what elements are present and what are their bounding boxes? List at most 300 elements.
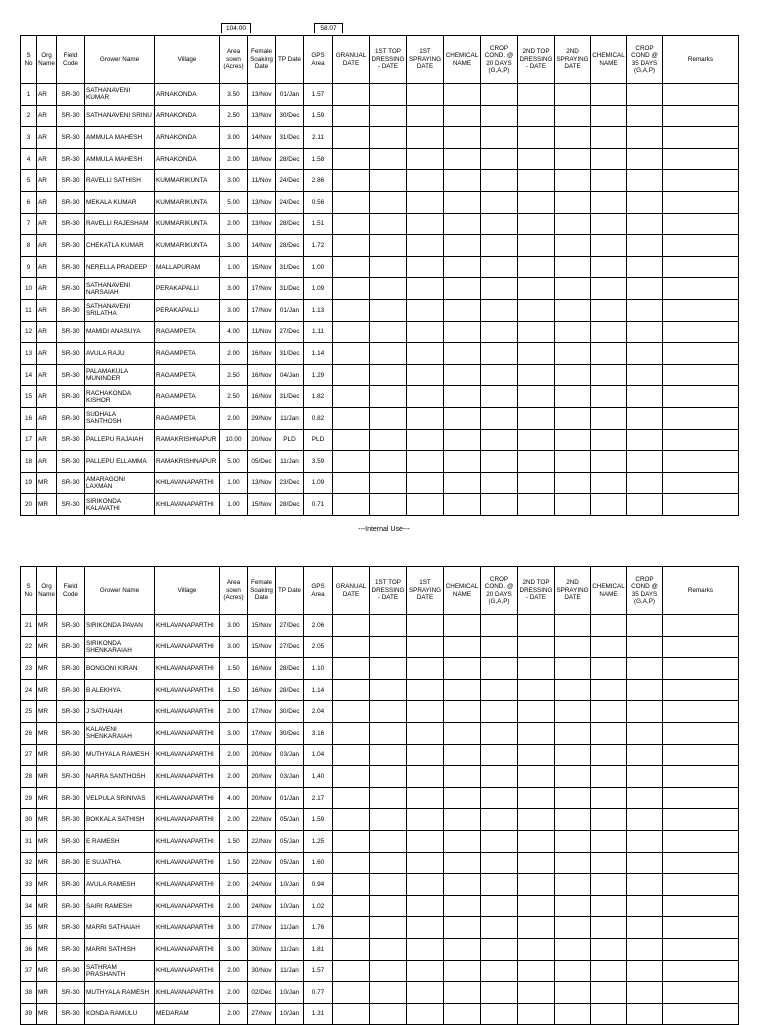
- cell-remarks: [663, 636, 739, 658]
- cell-org-name: AR: [37, 235, 57, 257]
- cell-chemical-name-1: [444, 213, 481, 235]
- cell-area-sown: 3.00: [220, 636, 248, 658]
- cell-tp-date: 10/Jan: [276, 895, 304, 917]
- cell-top-dressing-2: [518, 472, 555, 494]
- cell-top-dressing-2: [518, 407, 555, 429]
- table-row: [21, 278, 739, 300]
- cell-gps-area: 1.57: [304, 960, 333, 982]
- cell-crop-cond-35: [627, 787, 663, 809]
- cell-crop-cond-20: [481, 321, 518, 343]
- cell-s-no: 38: [21, 982, 37, 1004]
- cell-village: ARNAKONDA: [155, 84, 220, 106]
- cell-org-name: AR: [37, 386, 57, 408]
- cell-village: RAGAMPETA: [155, 386, 220, 408]
- cell-s-no: 9: [21, 256, 37, 278]
- cell-tp-date: 01/Jan: [276, 299, 304, 321]
- header-gps-area: GPS Area: [304, 36, 333, 84]
- cell-area-sown: 5.00: [220, 451, 248, 473]
- cell-field-code: SR-30: [57, 343, 85, 365]
- cell-top-dressing-1: [370, 343, 407, 365]
- cell-remarks: [663, 960, 739, 982]
- cell-remarks: [663, 170, 739, 192]
- cell-s-no: 32: [21, 852, 37, 874]
- table-row: [21, 722, 739, 744]
- cell-area-sown: 2.00: [220, 213, 248, 235]
- cell-spraying-2: [555, 960, 591, 982]
- cell-grower-name: PALLEPU RAJAIAH: [85, 429, 155, 451]
- table-row: [21, 960, 739, 982]
- cell-crop-cond-35: [627, 278, 663, 300]
- cell-chemical-name-2: [591, 191, 627, 213]
- cell-female-soaking-date: 27/Nov: [248, 917, 276, 939]
- header-remarks: Remarks: [663, 567, 739, 615]
- cell-chemical-name-1: [444, 321, 481, 343]
- cell-field-code: SR-30: [57, 407, 85, 429]
- cell-female-soaking-date: 15/Nov: [248, 615, 276, 637]
- cell-top-dressing-2: [518, 429, 555, 451]
- cell-top-dressing-1: [370, 722, 407, 744]
- cell-org-name: MR: [37, 679, 57, 701]
- cell-gps-area: 1.59: [304, 809, 333, 831]
- cell-org-name: MR: [37, 830, 57, 852]
- cell-area-sown: 3.00: [220, 917, 248, 939]
- cell-chemical-name-2: [591, 321, 627, 343]
- cell-granual-date: [333, 127, 370, 149]
- cell-spraying-2: [555, 830, 591, 852]
- cell-female-soaking-date: 17/Nov: [248, 299, 276, 321]
- table-row: [21, 766, 739, 788]
- cell-remarks: [663, 615, 739, 637]
- cell-chemical-name-2: [591, 213, 627, 235]
- cell-field-code: SR-30: [57, 451, 85, 473]
- cell-spraying-2: [555, 744, 591, 766]
- cell-female-soaking-date: 20/Nov: [248, 787, 276, 809]
- grower-table-page-2: [20, 566, 739, 1025]
- cell-village: KHILAVANAPARTHI: [155, 787, 220, 809]
- cell-top-dressing-1: [370, 636, 407, 658]
- cell-crop-cond-20: [481, 84, 518, 106]
- cell-chemical-name-1: [444, 766, 481, 788]
- header-grower-name: Grower Name: [85, 36, 155, 84]
- cell-female-soaking-date: 20/Nov: [248, 766, 276, 788]
- cell-field-code: SR-30: [57, 960, 85, 982]
- cell-spraying-1: [407, 321, 444, 343]
- cell-crop-cond-35: [627, 148, 663, 170]
- cell-chemical-name-2: [591, 256, 627, 278]
- cell-spraying-1: [407, 235, 444, 257]
- cell-female-soaking-date: 17/Nov: [248, 278, 276, 300]
- cell-top-dressing-1: [370, 787, 407, 809]
- cell-village: KUMMARIKUNTA: [155, 170, 220, 192]
- cell-grower-name: SIRIKONDA PAVAN: [85, 615, 155, 637]
- cell-remarks: [663, 451, 739, 473]
- cell-top-dressing-2: [518, 744, 555, 766]
- table-row: [21, 256, 739, 278]
- cell-org-name: MR: [37, 852, 57, 874]
- cell-gps-area: 1.00: [304, 256, 333, 278]
- cell-village: RAMAKRISHNAPUR: [155, 429, 220, 451]
- cell-remarks: [663, 787, 739, 809]
- cell-remarks: [663, 917, 739, 939]
- cell-tp-date: 11/Jan: [276, 960, 304, 982]
- cell-chemical-name-1: [444, 191, 481, 213]
- cell-chemical-name-1: [444, 982, 481, 1004]
- table-row: [21, 170, 739, 192]
- cell-s-no: 31: [21, 830, 37, 852]
- cell-female-soaking-date: 11/Nov: [248, 170, 276, 192]
- cell-top-dressing-1: [370, 472, 407, 494]
- cell-top-dressing-2: [518, 256, 555, 278]
- cell-crop-cond-20: [481, 744, 518, 766]
- table-row: [21, 658, 739, 680]
- cell-crop-cond-20: [481, 830, 518, 852]
- cell-chemical-name-2: [591, 407, 627, 429]
- cell-area-sown: 2.50: [220, 386, 248, 408]
- cell-spraying-2: [555, 364, 591, 386]
- cell-remarks: [663, 84, 739, 106]
- cell-top-dressing-1: [370, 982, 407, 1004]
- table-row: [21, 744, 739, 766]
- cell-village: KHILAVANAPARTHI: [155, 830, 220, 852]
- cell-female-soaking-date: 02/Dec: [248, 982, 276, 1004]
- cell-crop-cond-35: [627, 407, 663, 429]
- cell-female-soaking-date: 22/Nov: [248, 830, 276, 852]
- table-row: [21, 105, 739, 127]
- cell-village: KHILAVANAPARTHI: [155, 938, 220, 960]
- cell-female-soaking-date: 17/Nov: [248, 701, 276, 723]
- cell-gps-area: 1.51: [304, 213, 333, 235]
- cell-chemical-name-2: [591, 364, 627, 386]
- cell-crop-cond-35: [627, 679, 663, 701]
- cell-s-no: 26: [21, 722, 37, 744]
- cell-org-name: AR: [37, 429, 57, 451]
- cell-village: KHILAVANAPARTHI: [155, 472, 220, 494]
- cell-spraying-2: [555, 429, 591, 451]
- cell-tp-date: 28/Dec: [276, 235, 304, 257]
- cell-org-name: AR: [37, 256, 57, 278]
- cell-field-code: SR-30: [57, 127, 85, 149]
- cell-granual-date: [333, 744, 370, 766]
- cell-spraying-1: [407, 170, 444, 192]
- cell-grower-name: B ALEKHYA: [85, 679, 155, 701]
- cell-area-sown: 3.50: [220, 84, 248, 106]
- cell-area-sown: 2.00: [220, 874, 248, 896]
- cell-top-dressing-2: [518, 938, 555, 960]
- cell-female-soaking-date: 24/Nov: [248, 874, 276, 896]
- cell-chemical-name-2: [591, 852, 627, 874]
- cell-spraying-2: [555, 191, 591, 213]
- cell-spraying-2: [555, 809, 591, 831]
- cell-granual-date: [333, 938, 370, 960]
- cell-grower-name: E SUJATHA: [85, 852, 155, 874]
- cell-remarks: [663, 852, 739, 874]
- cell-area-sown: 4.00: [220, 321, 248, 343]
- cell-crop-cond-35: [627, 170, 663, 192]
- cell-village: MEDARAM: [155, 1003, 220, 1025]
- cell-gps-area: 1.60: [304, 852, 333, 874]
- cell-chemical-name-2: [591, 386, 627, 408]
- table-row: [21, 429, 739, 451]
- cell-gps-area: 2.05: [304, 636, 333, 658]
- cell-spraying-2: [555, 256, 591, 278]
- cell-s-no: 17: [21, 429, 37, 451]
- cell-village: KHILAVANAPARTHI: [155, 852, 220, 874]
- cell-org-name: MR: [37, 917, 57, 939]
- grower-table-page-1: [20, 35, 739, 516]
- cell-top-dressing-2: [518, 364, 555, 386]
- cell-granual-date: [333, 191, 370, 213]
- cell-top-dressing-2: [518, 191, 555, 213]
- cell-remarks: [663, 148, 739, 170]
- cell-top-dressing-2: [518, 1003, 555, 1025]
- cell-s-no: 30: [21, 809, 37, 831]
- header-field-code: Field Code: [57, 567, 85, 615]
- cell-spraying-1: [407, 982, 444, 1004]
- cell-crop-cond-20: [481, 451, 518, 473]
- cell-top-dressing-1: [370, 1003, 407, 1025]
- cell-spraying-1: [407, 895, 444, 917]
- cell-area-sown: 3.00: [220, 299, 248, 321]
- header-s-no: S No: [21, 567, 37, 615]
- cell-org-name: MR: [37, 766, 57, 788]
- cell-top-dressing-2: [518, 982, 555, 1004]
- cell-granual-date: [333, 278, 370, 300]
- cell-grower-name: SATHANAVENI NARSAIAH: [85, 278, 155, 300]
- cell-tp-date: 27/Dec: [276, 636, 304, 658]
- cell-chemical-name-2: [591, 235, 627, 257]
- cell-tp-date: 23/Dec: [276, 472, 304, 494]
- cell-spraying-2: [555, 766, 591, 788]
- cell-spraying-2: [555, 343, 591, 365]
- cell-org-name: AR: [37, 299, 57, 321]
- cell-female-soaking-date: 16/Nov: [248, 364, 276, 386]
- cell-chemical-name-2: [591, 278, 627, 300]
- cell-grower-name: MAMIDI ANASUYA: [85, 321, 155, 343]
- cell-crop-cond-35: [627, 429, 663, 451]
- cell-top-dressing-2: [518, 852, 555, 874]
- cell-area-sown: 2.00: [220, 744, 248, 766]
- cell-field-code: SR-30: [57, 191, 85, 213]
- cell-granual-date: [333, 982, 370, 1004]
- cell-field-code: SR-30: [57, 84, 85, 106]
- cell-gps-area: 2.11: [304, 127, 333, 149]
- cell-gps-area: 1.58: [304, 148, 333, 170]
- cell-gps-area: 1.29: [304, 364, 333, 386]
- cell-tp-date: 10/Jan: [276, 874, 304, 896]
- cell-s-no: 2: [21, 105, 37, 127]
- cell-s-no: 37: [21, 960, 37, 982]
- cell-chemical-name-2: [591, 701, 627, 723]
- cell-grower-name: J SATHAIAH: [85, 701, 155, 723]
- cell-area-sown: 3.00: [220, 278, 248, 300]
- cell-chemical-name-1: [444, 407, 481, 429]
- cell-area-sown: 2.00: [220, 701, 248, 723]
- cell-area-sown: 2.00: [220, 809, 248, 831]
- cell-crop-cond-20: [481, 105, 518, 127]
- cell-remarks: [663, 744, 739, 766]
- cell-field-code: SR-30: [57, 658, 85, 680]
- cell-area-sown: 3.00: [220, 127, 248, 149]
- cell-chemical-name-1: [444, 938, 481, 960]
- cell-chemical-name-2: [591, 938, 627, 960]
- cell-field-code: SR-30: [57, 766, 85, 788]
- cell-field-code: SR-30: [57, 148, 85, 170]
- cell-village: KHILAVANAPARTHI: [155, 658, 220, 680]
- cell-org-name: MR: [37, 938, 57, 960]
- cell-female-soaking-date: 22/Nov: [248, 852, 276, 874]
- header-crop-cond-35: CROP COND @ 35 DAYS (G,A,P): [627, 36, 663, 84]
- cell-grower-name: SATHRAM PRASHANTH: [85, 960, 155, 982]
- cell-spraying-2: [555, 982, 591, 1004]
- cell-s-no: 20: [21, 494, 37, 516]
- cell-field-code: SR-30: [57, 170, 85, 192]
- cell-spraying-2: [555, 1003, 591, 1025]
- cell-spraying-2: [555, 494, 591, 516]
- cell-chemical-name-2: [591, 451, 627, 473]
- cell-grower-name: MUTHYALA RAMESH: [85, 744, 155, 766]
- cell-field-code: SR-30: [57, 744, 85, 766]
- cell-org-name: MR: [37, 744, 57, 766]
- cell-chemical-name-2: [591, 127, 627, 149]
- cell-spraying-2: [555, 722, 591, 744]
- cell-chemical-name-1: [444, 701, 481, 723]
- cell-field-code: SR-30: [57, 321, 85, 343]
- cell-spraying-2: [555, 170, 591, 192]
- cell-granual-date: [333, 451, 370, 473]
- cell-s-no: 33: [21, 874, 37, 896]
- cell-top-dressing-2: [518, 895, 555, 917]
- cell-remarks: [663, 982, 739, 1004]
- cell-chemical-name-2: [591, 982, 627, 1004]
- cell-spraying-1: [407, 494, 444, 516]
- cell-grower-name: E RAMESH: [85, 830, 155, 852]
- cell-remarks: [663, 1003, 739, 1025]
- cell-tp-date: 30/Dec: [276, 722, 304, 744]
- cell-female-soaking-date: 15/Nov: [248, 256, 276, 278]
- cell-crop-cond-20: [481, 917, 518, 939]
- cell-area-sown: 2.00: [220, 982, 248, 1004]
- cell-chemical-name-2: [591, 744, 627, 766]
- cell-female-soaking-date: 15/Nov: [248, 494, 276, 516]
- cell-chemical-name-1: [444, 658, 481, 680]
- table-body: [21, 84, 739, 516]
- cell-granual-date: [333, 830, 370, 852]
- cell-s-no: 5: [21, 170, 37, 192]
- cell-spraying-2: [555, 636, 591, 658]
- table-row: [21, 213, 739, 235]
- cell-top-dressing-2: [518, 960, 555, 982]
- cell-top-dressing-2: [518, 299, 555, 321]
- header-row: [21, 36, 739, 84]
- cell-gps-area: 0.82: [304, 407, 333, 429]
- cell-top-dressing-1: [370, 429, 407, 451]
- cell-crop-cond-35: [627, 701, 663, 723]
- cell-field-code: SR-30: [57, 235, 85, 257]
- cell-field-code: SR-30: [57, 895, 85, 917]
- cell-s-no: 24: [21, 679, 37, 701]
- cell-granual-date: [333, 874, 370, 896]
- cell-area-sown: 1.00: [220, 494, 248, 516]
- cell-spraying-1: [407, 343, 444, 365]
- cell-tp-date: 01/Jan: [276, 84, 304, 106]
- cell-field-code: SR-30: [57, 701, 85, 723]
- cell-gps-area: 0.56: [304, 191, 333, 213]
- table-row: [21, 494, 739, 516]
- cell-tp-date: 04/Jan: [276, 364, 304, 386]
- cell-s-no: 10: [21, 278, 37, 300]
- cell-chemical-name-1: [444, 787, 481, 809]
- cell-female-soaking-date: 30/Nov: [248, 960, 276, 982]
- cell-gps-area: 1.13: [304, 299, 333, 321]
- cell-granual-date: [333, 766, 370, 788]
- cell-crop-cond-20: [481, 127, 518, 149]
- cell-spraying-1: [407, 407, 444, 429]
- cell-chemical-name-2: [591, 170, 627, 192]
- cell-s-no: 16: [21, 407, 37, 429]
- cell-top-dressing-1: [370, 852, 407, 874]
- cell-chemical-name-1: [444, 84, 481, 106]
- cell-chemical-name-2: [591, 917, 627, 939]
- cell-village: PERAKAPALLI: [155, 278, 220, 300]
- cell-gps-area: 1.82: [304, 386, 333, 408]
- cell-spraying-2: [555, 917, 591, 939]
- cell-chemical-name-1: [444, 105, 481, 127]
- table-row: [21, 84, 739, 106]
- cell-granual-date: [333, 235, 370, 257]
- cell-area-sown: 2.00: [220, 960, 248, 982]
- header-remarks: Remarks: [663, 36, 739, 84]
- cell-gps-area: 3.59: [304, 451, 333, 473]
- cell-spraying-2: [555, 213, 591, 235]
- cell-field-code: SR-30: [57, 472, 85, 494]
- cell-grower-name: NERELLA PRADEEP: [85, 256, 155, 278]
- cell-gps-area: 2.06: [304, 615, 333, 637]
- cell-gps-area: 1.25: [304, 830, 333, 852]
- cell-female-soaking-date: 16/Nov: [248, 343, 276, 365]
- cell-spraying-2: [555, 451, 591, 473]
- cell-tp-date: 05/Jan: [276, 830, 304, 852]
- cell-top-dressing-1: [370, 105, 407, 127]
- header-crop-cond-35: CROP COND @ 35 DAYS (G,A,P): [627, 567, 663, 615]
- cell-crop-cond-20: [481, 809, 518, 831]
- cell-s-no: 14: [21, 364, 37, 386]
- cell-crop-cond-35: [627, 722, 663, 744]
- cell-female-soaking-date: 24/Nov: [248, 895, 276, 917]
- header-village: Village: [155, 36, 220, 84]
- cell-village: ARNAKONDA: [155, 105, 220, 127]
- cell-top-dressing-2: [518, 321, 555, 343]
- cell-crop-cond-35: [627, 451, 663, 473]
- cell-grower-name: MEKALA KUMAR: [85, 191, 155, 213]
- cell-female-soaking-date: 13/Nov: [248, 472, 276, 494]
- cell-crop-cond-20: [481, 494, 518, 516]
- cell-female-soaking-date: 27/Nov: [248, 1003, 276, 1025]
- cell-chemical-name-2: [591, 148, 627, 170]
- cell-granual-date: [333, 701, 370, 723]
- cell-chemical-name-2: [591, 960, 627, 982]
- cell-tp-date: 11/Jan: [276, 938, 304, 960]
- cell-tp-date: 31/Dec: [276, 127, 304, 149]
- cell-female-soaking-date: 16/Nov: [248, 658, 276, 680]
- table-row: [21, 343, 739, 365]
- cell-s-no: 7: [21, 213, 37, 235]
- cell-granual-date: [333, 960, 370, 982]
- cell-chemical-name-1: [444, 917, 481, 939]
- header-top-dressing-2: 2ND TOP DRESSING - DATE: [518, 567, 555, 615]
- cell-area-sown: 2.00: [220, 343, 248, 365]
- internal-use-footer: ---Internal Use---: [358, 526, 410, 533]
- cell-top-dressing-2: [518, 213, 555, 235]
